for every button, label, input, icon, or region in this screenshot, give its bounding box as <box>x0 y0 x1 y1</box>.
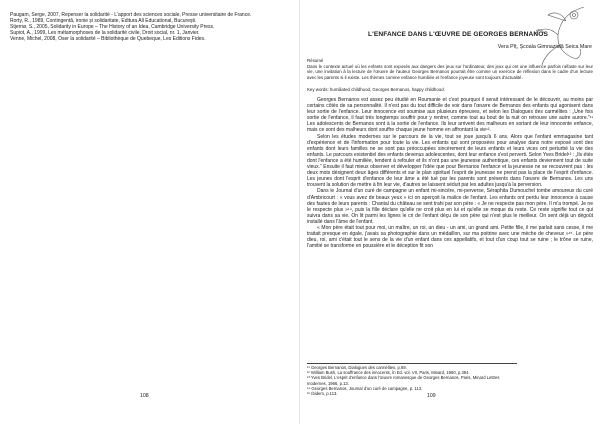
abstract-text: Dans le contexte actuel où les enfants sont exposés aux dangers des jeux sur l'ordinateur, des jeux qui ont une influence parfois néfaste sur leur vie, une invitation à la lecture de l'œuvre de l'auteur Georges Bernanos pourrait être comme un exercice de réflexion dans le cadre d'un lecture avec les parents si il existe. Les thèmes comme enfance humiliée et l'enfance joyeuse sont toujours d'actualité. <box>307 63 593 80</box>
reference-entry: Stjernø, S., 2005, Solidarity in Europe – The History of an Idea, Cambridge University Press. <box>10 24 215 31</box>
body-paragraph: « Mon père était tout pour moi, un maître, un roi, un dieu - un ami, un grand ami. Petite fille, il me parlait sans cesse, il me traitait presque en égale, j'avais sa photographie dans un médaillon, sur ma poitrine avec une mèche de cheveux »¹⁵. Le père dieu, roi, ami c'était tout le sens de la vie d'un enfant dans ces appellatifs, et tout d'un coup tout se ruine ; le trône se ruine, l'amitié se transforme en poussière et le déception fit son <box>307 224 593 250</box>
article-body <box>307 97 593 249</box>
footnote: ¹³ Yves Bridel, L'esprit d'enfance dans l'œuvre romanesque de Georges Bernanos, Paris, Minard Lettres modernes, 1966, p.13. <box>307 375 500 386</box>
page-number-right: 109 <box>427 393 436 399</box>
footnote: ¹⁴ Georges Bernanos, Journal d'un curé de campagne, p. 113. <box>307 385 423 391</box>
body-paragraph: Dans le Journal d'un curé de campagne un enfant mi-sincère, mi-perverse, Séraphita Dumouchel tombe amoureux du curé d'Ambricourt : « vous avez de beaux yeux » ici on aperçoit la malice de l'enfant. Les enfants ont perdu leur innocence à cause des fautes de leurs parents : Chantal du château se sent trahi par son père : « Je ne respecte pas mon père. Il m'a trompé. Je ne le respecte plus »¹⁴, puis la fille déclare qu'elle ne croit plus en lui et qu'elle se moque du reste. Ce reste signifie tout ce qui suivra dans sa vie. On lit parmi les lignes le cri de l'enfant déçu de son père qui n'est plus le meilleur. On sent déjà un dégoût installé dans l'âme de l'enfant. <box>307 188 593 225</box>
right-page <box>300 0 600 424</box>
keywords-line: Key words: humiliated childhood, Georges Bernanos, happy childhood. <box>307 87 445 92</box>
footnote: ¹² William Bush, La souffrance des innocents, în Ed. vol. VII, Paris, Minard, 1960, p.394. <box>307 370 470 376</box>
body-paragraph: Georges Bernanos est assez peu étudié en Roumanie et c'est pourquoi il serait intéressant de le découvrir, au moins par certains côtés de sa personnalité. Il n'est pas du tout difficile de voir dans l'œuvre de Bernanos des enfants qui agonisent dans leur sortie de l'enfance. Leur innocence est soumise aux plusieurs épreuves, et selon les Dialogues des carmélites : „Une fois sortie de l'enfance, il faut très longtemps souffrir pour y rentrer, comme tout au bout de la nuit on retrouve une autre aurore.”¹¹ Les adolescents de Bernanos sont à la sortie de l'enfance. Ils leur arrivent des malheurs en sortant de leur innocente enfance, mais ce sont des malheurs dont souffre chaque jeune homme en affrontant la vie¹². <box>307 97 593 134</box>
article-authors: Vera Pîț, Școala Gimnazială Seica Mare <box>497 44 592 50</box>
page-number-left: 108 <box>140 393 149 399</box>
abstract-label: Résumé <box>307 58 324 63</box>
reference-entry: Rorty, R., 1989, Contingentă, ironie și solidaritate, Editura All Educational, București. <box>10 18 197 25</box>
footnote: ¹¹ Georges Bernanos, Dialogues des carmélites, p.89. <box>307 365 407 370</box>
reference-entry: Paugam, Serge, 2007, Repenser la solidarité - L'apport des sciences sociale, Presse universitaire de France. <box>10 12 252 18</box>
reference-entry: Venne, Michel, 2008, Oser la solidarité – Bibliothèque de Quebeque, Les Editions Fides. <box>10 36 206 43</box>
reference-list <box>10 12 272 42</box>
body-paragraph: Selon les études modernes sur le parcours de la vie, tout se joue jusqu'à 6 ans. Alors que l'enfant emmagasine tant d'expérience et de l'information pour toute la vie. Les enfants qui sont proposées pour analyse dans notre exposé sont des enfants dont leurs familles ne se sont pas préoccupées sincèrement de leurs enfants et leurs vices ont perturbé la vie des enfants. Le parcours existentiel des enfants devenus adolescentes, dont leur enfance s'est perverti. Selon Yves Bridel¹³ : „Ils étés dont l'enfance a été humiliée, tendent à refouler et ils n'ont pas une jeunesse authentique, ces enfants deviennent tout de suite vieux.” Ensuite il faut mieux observer et développer l'idée que pour Bernanos l'enfance et la jeunesse ne se recouvrent pas : les deux mots désignent deux âges différents et sur le plan spirituel l'esprit de jeunesse ne prend pas la place de l'esprit d'enfance. Les jeunes dont l'esprit d'enfance de leur âme a été tué par les parents sont présents dans l'œuvre de Bernanos. Les uns trouvent la solution de mettre à fin leur vie, d'autres se laissent séduit par les adultes jusqu'à la perversion. <box>307 133 593 189</box>
article-title: L'ENFANCE DANS L'ŒUVRE DE GEORGES BERNANOS <box>368 31 548 38</box>
footnote: ¹⁵ Ibidem, p.113. <box>307 391 338 397</box>
reference-entry: Supiot, A., 1999, Les métamorphoses de la solidarité civile, Droit social, nr. 1, Janvier. <box>10 30 200 37</box>
abstract-block <box>307 58 593 80</box>
footnotes <box>307 363 517 396</box>
